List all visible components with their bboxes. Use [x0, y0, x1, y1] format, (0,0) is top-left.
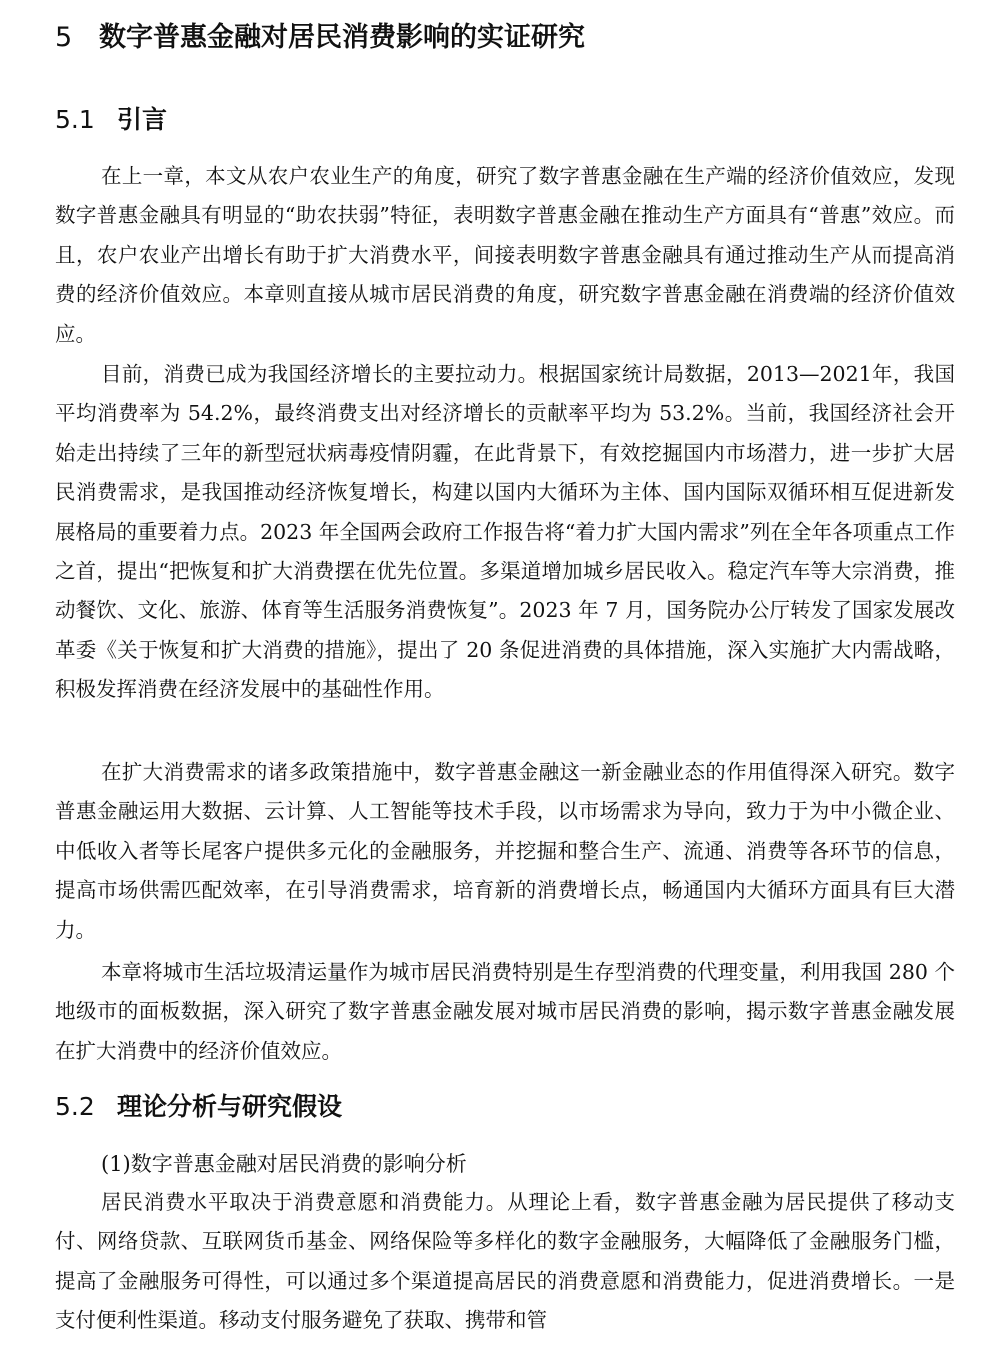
section-heading-5-2 — [55, 1087, 342, 1127]
section-number: 5.1 — [55, 105, 95, 134]
section-title: 引言 — [117, 105, 168, 134]
section-title: 理论分析与研究假设 — [117, 1092, 343, 1121]
chapter-number: 5 — [55, 22, 73, 53]
paragraph: 本章将城市生活垃圾清运量作为城市居民消费特别是生存型消费的代理变量，利用我国 280 个地级市的面板数据，深入研究了数字普惠金融发展对城市居民消费的影响，揭示数字普惠金融发展在扩大消费中的经济价值效应。 — [55, 960, 955, 1063]
subsection-heading: (1)数字普惠金融对居民消费的影响分析 — [101, 1152, 467, 1176]
section-number: 5.2 — [55, 1092, 95, 1121]
paragraph: 居民消费水平取决于消费意愿和消费能力。从理论上看，数字普惠金融为居民提供了移动支付、网络贷款、互联网货币基金、网络保险等多样化的数字金融服务，大幅降低了金融服务门槛，提高了金融服务可得性，可以通过多个渠道提高居民的消费意愿和消费能力，促进消费增长。一是支付便利性渠道。移动支付服务避免了获取、携带和管 — [55, 1190, 955, 1333]
chapter-title: 数字普惠金融对居民消费影响的实证研究 — [99, 22, 585, 53]
paragraph: 目前，消费已成为我国经济增长的主要拉动力。根据国家统计局数据，2013—2021年，我国平均消费率为 54.2%，最终消费支出对经济增长的贡献率平均为 53.2%。当前，我国经济社会开始走出持续了三年的新型冠状病毒疫情阴霾，在此背景下，有效挖掘国内市场潜力，进一步扩大居民消费需求，是我国推动经济恢复增长，构建以国内大循环为主体、国内国际双循环相互促进新发展格局的重要着力点。2023 年全国两会政府工作报告将“着力扩大国内需求”列在全年各项重点工作之首，提出“把恢复和扩大消费摆在优先位置。多渠道增加城乡居民收入。稳定汽车等大宗消费，推动餐饮、文化、旅游、体育等生活服务消费恢复”。2023 年 7 月，国务院办公厅转发了国家发展改革委《关于恢复和扩大消费的措施》，提出了 20 条促进消费的具体措施，深入实施扩大内需战略，积极发挥消费在经济发展中的基础性作用。 — [55, 362, 955, 702]
section-heading-5-1 — [55, 100, 167, 140]
paragraph: 在上一章，本文从农户农业生产的角度，研究了数字普惠金融在生产端的经济价值效应，发现数字普惠金融具有明显的“助农扶弱”特征，表明数字普惠金融在推动生产方面具有“普惠”效应。而且，农户农业产出增长有助于扩大消费水平，间接表明数字普惠金融具有通过推动生产从而提高消费的经济价值效应。本章则直接从城市居民消费的角度，研究数字普惠金融在消费端的经济价值效应。 — [55, 164, 955, 346]
chapter-heading — [55, 18, 585, 58]
paragraph: 在扩大消费需求的诸多政策措施中，数字普惠金融这一新金融业态的作用值得深入研究。数字普惠金融运用大数据、云计算、人工智能等技术手段，以市场需求为导向，致力于为中小微企业、中低收入者等长尾客户提供多元化的金融服务，并挖掘和整合生产、流通、消费等各环节的信息，提高市场供需匹配效率，在引导消费需求，培育新的消费增长点，畅通国内大循环方面具有巨大潜力。 — [55, 760, 955, 942]
